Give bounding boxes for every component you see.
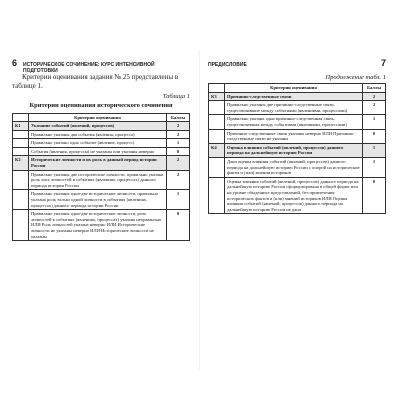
criterion-points: 1 (363, 115, 386, 129)
table-row (13, 156, 190, 170)
criterion-code (13, 139, 29, 148)
table-row (209, 177, 386, 214)
criterion-points: 0 (167, 147, 190, 156)
criterion-points: 0 (363, 129, 386, 143)
header-points: Баллы (363, 84, 386, 93)
header-code-cell (209, 84, 225, 93)
header-code-cell (13, 113, 29, 122)
criterion-points: 1 (167, 139, 190, 148)
left-page (12, 58, 190, 358)
criterion-text: Правильно указана одна причинно-следственная связь, существовавшая между событиями (явлениями, процессами) (225, 115, 363, 129)
criterion-text: Правильно указаны одна-две исторические личности, роль личностей в событиях (явлениях, процессах) указана неправильно ИЛИ Роль личностей указана неверно ИЛИ Исторические личности не указаны неверно ИЛИ Исторические личности не указаны (29, 210, 167, 241)
header-criteria: Критерии оценивания (29, 113, 167, 122)
criterion-points: 1 (363, 157, 386, 177)
table-header-row (13, 113, 190, 122)
criterion-points: 1 (363, 143, 386, 157)
criterion-text: Причинно-следственные связи (225, 92, 363, 101)
criterion-code (209, 177, 225, 214)
criterion-code (13, 170, 29, 190)
criterion-code (13, 147, 29, 156)
running-head: ПРЕДИСЛОВИЕ (208, 62, 247, 68)
criterion-points: 2 (167, 122, 190, 131)
table-header-row (209, 84, 386, 93)
header-criteria: Критерии оценивания (225, 84, 363, 93)
criteria-table-left (12, 113, 190, 242)
criterion-points: 2 (167, 170, 190, 190)
table-caption: Таблица 1 (162, 93, 190, 100)
criterion-code (209, 115, 225, 129)
table-row (13, 210, 190, 241)
criterion-points: 2 (363, 92, 386, 101)
criterion-text: Правильно указаны два события (явления, процесса) (29, 130, 167, 139)
criterion-points: 2 (167, 130, 190, 139)
criterion-points: 2 (167, 156, 190, 170)
header-points: Баллы (167, 113, 190, 122)
table-row (13, 147, 190, 156)
criterion-code: К4 (209, 143, 225, 157)
criteria-table-right (208, 83, 386, 214)
table-title: Критерии оценивания исторического сочинения (29, 102, 173, 109)
criterion-code (13, 210, 29, 241)
table-row (13, 130, 190, 139)
table-row (13, 122, 190, 131)
criterion-text: Правильно указаны две исторические личности, правильно указана роль этих личностей в событиях (явлениях, процессах) данного периода истории России (29, 170, 167, 190)
criterion-text: Причинно-следственные связи указаны неверно ИЛИ Причинно-следственные связи не указаны (225, 129, 363, 143)
table-row (209, 157, 386, 177)
criterion-text: Указание событий (явлений, процессов) (29, 122, 167, 131)
table-row (13, 170, 190, 190)
criterion-text: Дана оценка влияния событий (явлений, процессов) данного периода на дальнейшую историю России с опорой на исторические факты и (или) мнения историков (225, 157, 363, 177)
table-body (13, 122, 190, 241)
table-row (209, 115, 386, 129)
table-caption: Продолжение табл. 1 (325, 74, 386, 81)
page-number: 6 (12, 58, 18, 68)
table-row (209, 92, 386, 101)
criterion-points: 1 (167, 190, 190, 210)
right-running-header (208, 58, 386, 70)
criterion-code (13, 130, 29, 139)
criterion-points: 0 (167, 210, 190, 241)
right-page (208, 58, 386, 358)
page-gutter (199, 50, 200, 370)
table-row (13, 139, 190, 148)
criterion-code: К2 (13, 156, 29, 170)
criterion-text: Исторические личности и их роль в данный период истории России (29, 156, 167, 170)
criterion-text: Правильно указаны две причинно-следственные связи, существовавшие между событиями (явлениями, процессами) (225, 101, 363, 115)
criterion-text: Оценка влияния событий (явлений, процессов) данного периода на дальнейшую историю России сформулирована в общей форме или на уровне обыденных представлений, без привлечения исторических фактов и (или) мнений историков ИЛИ Оценка влияния событий (явлений, процессов) данного периода на дальнейшую историю России не дана (225, 177, 363, 214)
criterion-code: К1 (13, 122, 29, 131)
criterion-code (13, 190, 29, 210)
criterion-text: События (явления, процессы) не указаны или указаны неверно (29, 147, 167, 156)
criterion-text: Правильно указаны одна-две исторические личности, правильно указана роль только одной личности в событиях (явлениях, процессах) данного периода истории России (29, 190, 167, 210)
criterion-points: 2 (363, 101, 386, 115)
table-body (209, 92, 386, 214)
table-row (209, 101, 386, 115)
criterion-code (209, 157, 225, 177)
criterion-points: 0 (363, 177, 386, 214)
table-row (13, 190, 190, 210)
table-row (209, 143, 386, 157)
criterion-text: Правильно указано одно событие (явление, процесс) (29, 139, 167, 148)
intro-paragraph: Критерии оценивания задания № 25 представлены в таблице 1. (12, 73, 179, 90)
page-number: 7 (380, 58, 386, 68)
running-head: ИСТОРИЧЕСКОЕ СОЧИНЕНИЕ: КУРС ИНТЕНСИВНОЙ ПОДГОТОВКИ (23, 62, 155, 74)
table-row (209, 129, 386, 143)
left-running-header (12, 58, 190, 74)
criterion-code (209, 101, 225, 115)
criterion-code (209, 129, 225, 143)
criterion-code: К3 (209, 92, 225, 101)
criterion-text: Оценка влияния событий (явлений, процессов) данного периода на дальнейшую историю России (225, 143, 363, 157)
